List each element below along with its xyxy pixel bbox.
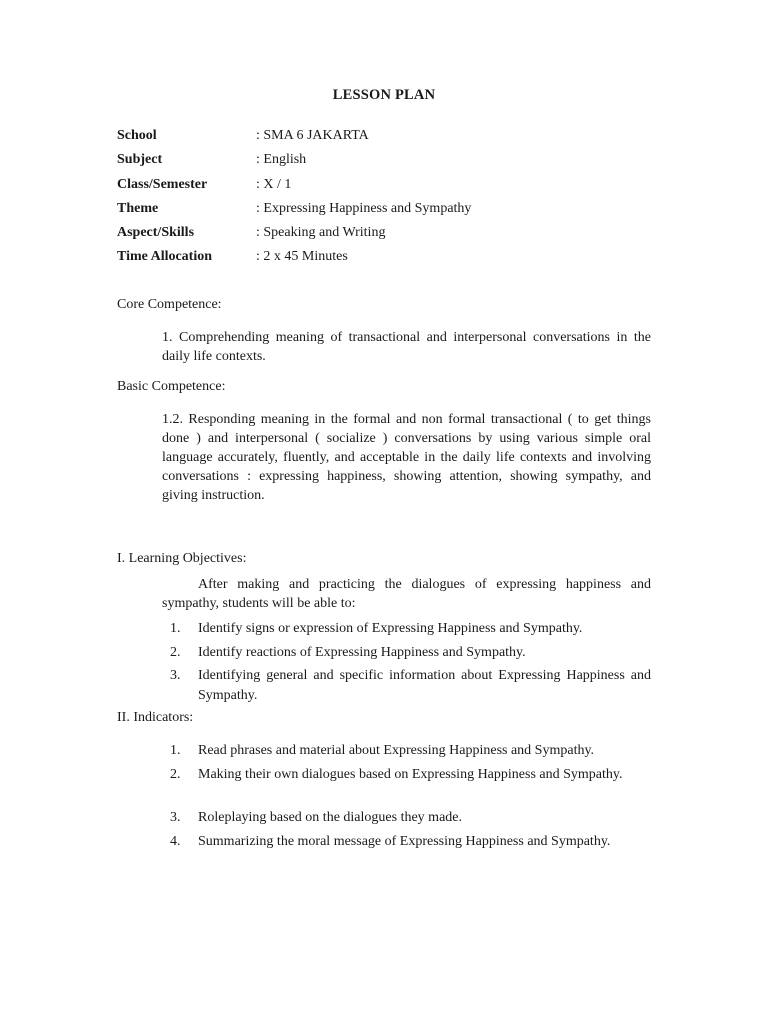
- indicators-heading: II. Indicators:: [117, 710, 194, 725]
- info-value: : SMA 6 JAKARTA: [256, 128, 369, 143]
- info-value: : English: [256, 152, 307, 167]
- info-value: : Expressing Happiness and Sympathy: [256, 201, 472, 216]
- info-value: : Speaking and Writing: [256, 225, 386, 240]
- info-label: Theme: [117, 201, 159, 216]
- list-text: Roleplaying based on the dialogues they made.: [198, 810, 462, 825]
- basic-competence-heading: Basic Competence:: [117, 379, 226, 394]
- list-number: 4.: [170, 834, 181, 849]
- list-text: Summarizing the moral message of Expressing Happiness and Sympathy.: [198, 834, 611, 849]
- info-label: Class/Semester: [117, 177, 208, 192]
- list-number: 2.: [170, 645, 181, 660]
- info-label: Time Allocation: [117, 249, 213, 264]
- list-number: 2.: [170, 767, 181, 782]
- list-text: Read phrases and material about Expressing Happiness and Sympathy.: [198, 743, 595, 758]
- core-competence-text: 1. Comprehending meaning of transactional and interpersonal conversations in the daily life contexts.: [162, 330, 651, 364]
- list-text: Identify reactions of Expressing Happiness and Sympathy.: [198, 645, 526, 660]
- list-number: 3.: [170, 668, 181, 683]
- info-value: : 2 x 45 Minutes: [256, 249, 348, 264]
- list-text: Identify signs or expression of Expressing Happiness and Sympathy.: [198, 621, 583, 636]
- info-label: Subject: [117, 152, 163, 167]
- basic-competence-text: 1.2. Responding meaning in the formal and non formal transactional ( to get things done ) and interpersonal ( socialize ) conversations by using various simple oral language accurately, fluently, and acceptable in the daily life contexts and involving conversations : expressing happiness, showing attention, showing sympathy, and giving instruction.: [162, 412, 651, 503]
- learning-objectives-intro: After making and practicing the dialogues of expressing happiness and sympathy, students will be able to:: [162, 577, 651, 611]
- list-number: 1.: [170, 743, 181, 758]
- list-number: 3.: [170, 810, 181, 825]
- core-competence-heading: Core Competence:: [117, 297, 222, 312]
- info-label: Aspect/Skills: [117, 225, 195, 240]
- learning-objectives-heading: I. Learning Objectives:: [117, 551, 247, 566]
- document-title: LESSON PLAN: [332, 87, 436, 103]
- list-number: 1.: [170, 621, 181, 636]
- list-text: Making their own dialogues based on Expressing Happiness and Sympathy.: [198, 767, 623, 782]
- info-label: School: [117, 128, 157, 143]
- info-value: : X / 1: [256, 177, 292, 192]
- list-text: Identifying general and specific information about Expressing Happiness and Sympathy.: [198, 668, 651, 703]
